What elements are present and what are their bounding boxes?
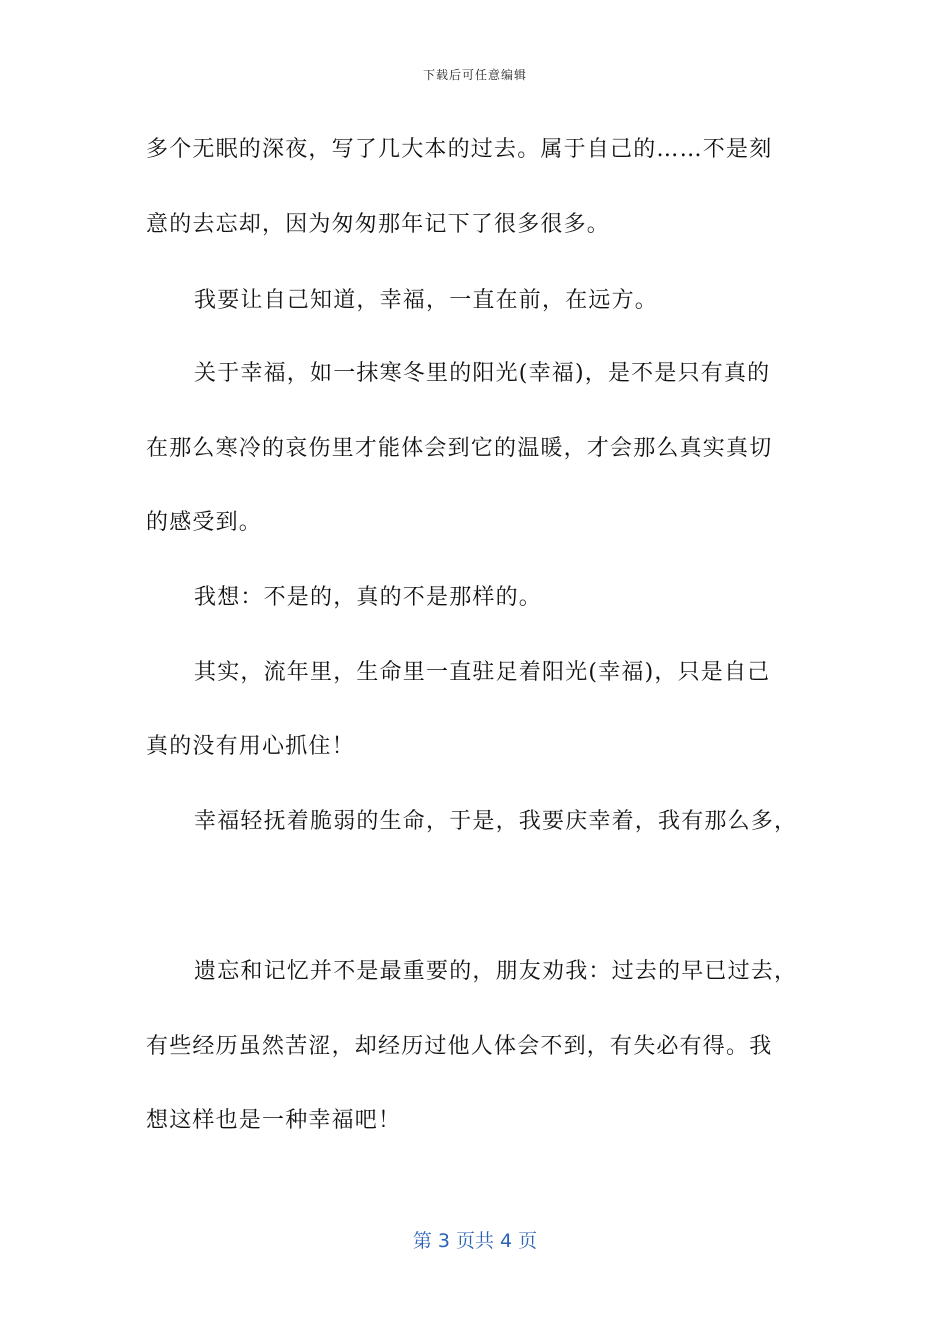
text-line-12: 有些经历虽然苦涩，却经历过他人体会不到，有失必有得。我: [146, 1034, 773, 1059]
text-line-13: 想这样也是一种幸福吧！: [146, 1108, 402, 1133]
text-line-1: 多个无眠的深夜，写了几大本的过去。属于自己的……不是刻: [146, 137, 773, 162]
page-header: 下载后可任意编辑: [422, 68, 527, 82]
paragraph-line-8: 其实，流年里，生命里一直驻足着阳光(幸福)，只是自己: [194, 660, 771, 685]
paragraph-line-11: 遗忘和记忆并不是最重要的，朋友劝我：过去的早已过去，: [194, 959, 798, 984]
paragraph-line-4: 关于幸福，如一抹寒冬里的阳光(幸福)，是不是只有真的: [194, 361, 771, 386]
text-line-9: 真的没有用心抓住！: [146, 734, 355, 759]
paragraph-line-7: 我想：不是的，真的不是那样的。: [194, 585, 543, 610]
page-footer: 第 3 页共 4 页: [412, 1230, 538, 1252]
text-line-2: 意的去忘却，因为匆匆那年记下了很多很多。: [146, 212, 611, 237]
paragraph-line-10: 幸福轻抚着脆弱的生命，于是，我要庆幸着，我有那么多，: [194, 809, 798, 834]
paragraph-line-3: 我要让自己知道，幸福，一直在前，在远方。: [194, 288, 659, 313]
text-line-5: 在那么寒冷的哀伤里才能体会到它的温暖，才会那么真实真切: [146, 436, 773, 461]
text-line-6: 的感受到。: [146, 510, 263, 535]
